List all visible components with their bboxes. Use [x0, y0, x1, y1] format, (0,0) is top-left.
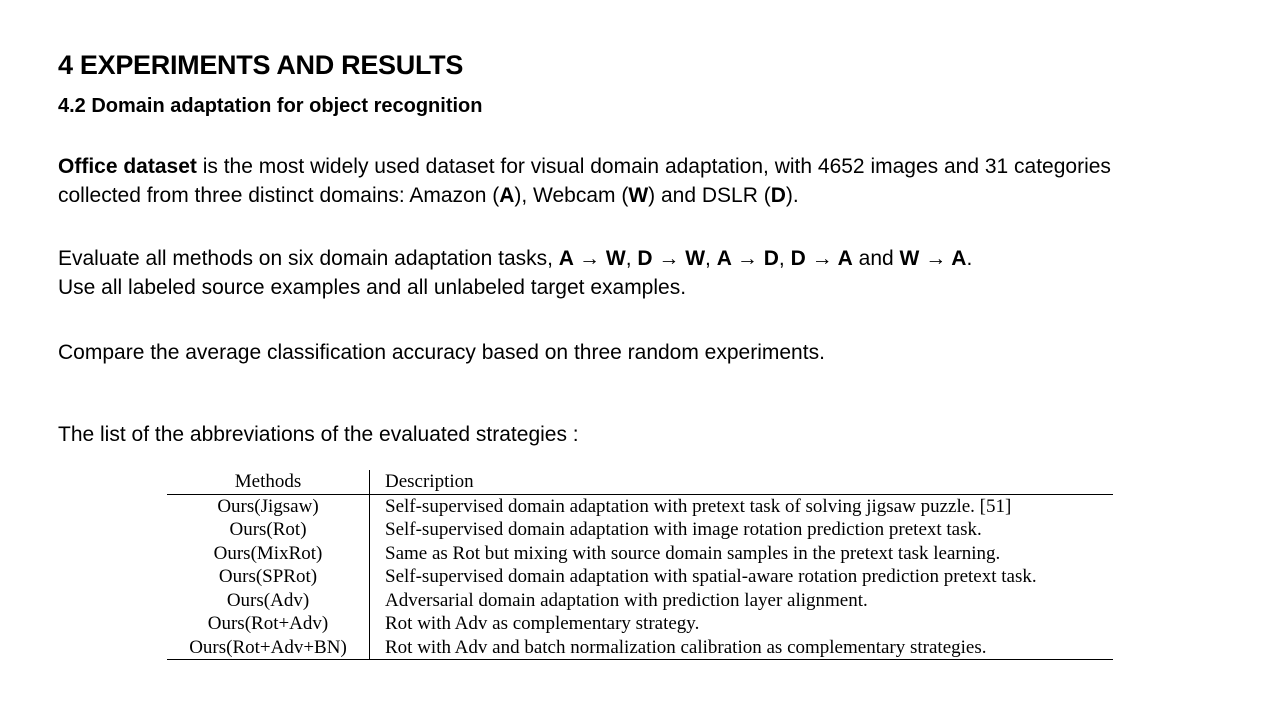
text-run: ), Webcam (: [514, 184, 629, 207]
table-row: [167, 518, 1113, 542]
paragraph-tasks: [58, 244, 972, 302]
slide-title: 4 EXPERIMENTS AND RESULTS: [58, 50, 464, 80]
text-run: ,: [705, 247, 717, 270]
description-cell: Self-supervised domain adaptation with image rotation prediction pretext task.: [385, 519, 982, 540]
domain-letter: D: [770, 184, 786, 207]
table-row: [167, 612, 1113, 636]
paragraph-line: [58, 244, 972, 273]
text-run: ) and DSLR (: [648, 184, 771, 207]
description-cell: Rot with Adv as complementary strategy.: [385, 613, 700, 634]
table-row: [167, 589, 1113, 613]
task-label: A → D: [716, 247, 779, 270]
slide-subtitle: 4.2 Domain adaptation for object recognition: [58, 95, 483, 117]
text-run: ).: [785, 184, 799, 207]
task-label: D → W: [637, 247, 706, 270]
table-row: [167, 542, 1113, 566]
table-row: [167, 636, 1113, 660]
text-run: Evaluate all methods on six domain adaptation tasks,: [58, 247, 559, 270]
text-run: collected from three distinct domains: Amazon (: [58, 184, 500, 207]
task-label: D → A: [790, 247, 853, 270]
domain-letter: A: [499, 184, 515, 207]
paragraph-office-dataset: [58, 152, 1111, 210]
method-cell: Ours(Jigsaw): [167, 494, 370, 518]
description-cell: Rot with Adv and batch normalization calibration as complementary strategies.: [370, 636, 1114, 660]
method-cell: Ours(SPRot): [167, 565, 370, 589]
paragraph-abbreviations-intro: The list of the abbreviations of the evaluated strategies :: [58, 423, 579, 446]
method-cell: Ours(MixRot): [167, 542, 370, 566]
domain-letter: W: [628, 184, 649, 207]
method-cell: Ours(Rot+Adv+BN): [167, 636, 370, 660]
paragraph-line: Use all labeled source examples and all unlabeled target examples.: [58, 276, 687, 299]
table-row: [167, 565, 1113, 589]
table-row: [167, 494, 1113, 518]
text-run: ,: [625, 247, 638, 270]
description-cell: Adversarial domain adaptation with prediction layer alignment.: [385, 589, 868, 611]
text-run: .: [966, 247, 973, 270]
method-cell: Ours(Rot+Adv): [167, 612, 370, 636]
description-cell: Same as Rot but mixing with source domain samples in the pretext task learning.: [385, 542, 1001, 564]
task-label: W → A: [899, 247, 967, 270]
header-methods: Methods: [167, 470, 370, 494]
table-header-row: [167, 470, 1113, 494]
text-run: is the most widely used dataset for visual domain adaptation, with 4652 images and 31 categories: [196, 155, 1111, 178]
method-cell: Ours(Adv): [167, 589, 370, 613]
paragraph-line: [58, 181, 1111, 210]
text-run: ,: [778, 247, 791, 270]
paragraph-compare: Compare the average classification accuracy based on three random experiments.: [58, 341, 825, 364]
strategies-table: [167, 470, 1113, 660]
strategies-table-wrap: [167, 470, 1113, 660]
description-cell: Self-supervised domain adaptation with spatial-aware rotation prediction pretext task.: [385, 566, 1037, 587]
bold-term: Office dataset: [58, 155, 197, 178]
text-run: and: [852, 247, 900, 270]
task-label: A → W: [558, 247, 626, 270]
method-cell: Ours(Rot): [167, 518, 370, 542]
paragraph-line: [58, 152, 1111, 181]
header-description: Description: [370, 470, 1114, 494]
description-cell: Self-supervised domain adaptation with pretext task of solving jigsaw puzzle. [51]: [385, 495, 1012, 517]
